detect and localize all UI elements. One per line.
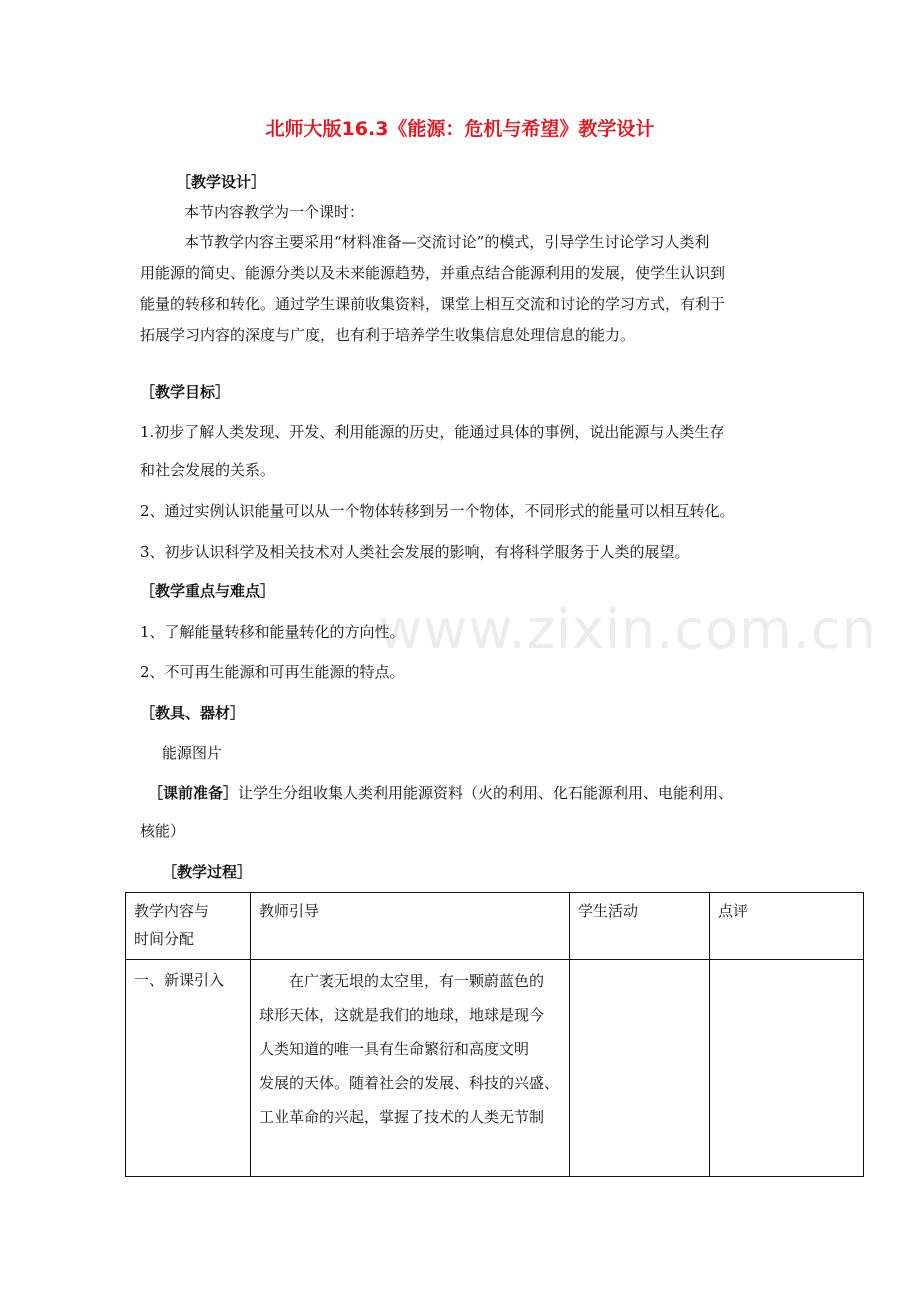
guide-line: 球形天体，这就是我们的地球，地球是现今 — [259, 1006, 545, 1024]
design-heading: ［教学设计］ — [176, 173, 267, 191]
header-teacher-guide: 教师引导 — [251, 893, 570, 960]
design-paragraph-line: 能量的转移和转化。通过学生课前收集资料，课堂上相互交流和讨论的学习方式，有利于 — [140, 295, 726, 313]
row-guide-cell — [251, 960, 570, 1177]
document-title: 北师大版16.3《能源：危机与希望》教学设计 — [265, 118, 655, 140]
goal-item: 2、通过实例认识能量可以从一个物体转移到另一个物体，不同形式的能量可以相互转化。 — [140, 502, 735, 520]
guide-line: 人类知道的唯一具有生命繁衍和高度文明 — [259, 1040, 530, 1058]
prep-text: 让学生分组收集人类利用能源资料（火的利用、化石能源利用、电能利用、 — [238, 784, 734, 802]
design-paragraph-line: 拓展学习内容的深度与广度，也有利于培养学生收集信息处理信息的能力。 — [140, 326, 636, 344]
header-label: 时间分配 — [134, 930, 195, 948]
process-heading: ［教学过程］ — [162, 863, 253, 881]
goal-item: 1.初步了解人类发现、开发、利用能源的历史，能通过具体的事例，说出能源与人类生存 — [140, 423, 725, 441]
design-paragraph-line: 本节教学内容主要采用“材料准备—交流讨论”的模式，引导学生讨论学习人类利 — [184, 233, 710, 251]
process-table — [125, 892, 864, 1177]
header-comment: 点评 — [710, 893, 864, 960]
prep-text-continued: 核能） — [140, 822, 186, 840]
guide-line: 在广袤无垠的太空里，有一颗蔚蓝色的 — [289, 972, 545, 990]
row-activity-cell — [570, 960, 710, 1177]
header-label: 教学内容与 — [134, 902, 210, 920]
tools-heading: ［教具、器材］ — [140, 704, 246, 722]
goals-heading: ［教学目标］ — [140, 383, 231, 401]
goal-item: 和社会发展的关系。 — [140, 461, 276, 479]
prep-line — [148, 781, 733, 805]
guide-line: 发展的天体。随着社会的发展、科技的兴盛、 — [259, 1074, 560, 1092]
key-point-item: 2、不可再生能源和可再生能源的特点。 — [140, 663, 405, 681]
design-intro-line: 本节内容教学为一个课时： — [184, 203, 365, 221]
watermark: www.zixin.com.cn — [378, 598, 877, 661]
row-content-cell: 一、新课引入 — [126, 960, 251, 1177]
key-points-heading: ［教学重点与难点］ — [140, 582, 276, 600]
table-header-row — [126, 893, 864, 960]
header-student-activity: 学生活动 — [570, 893, 710, 960]
guide-line: 工业革命的兴起，掌握了技术的人类无节制 — [259, 1108, 545, 1126]
row-comment-cell — [710, 960, 864, 1177]
header-content-time — [126, 893, 251, 960]
goal-item: 3、初步认识科学及相关技术对人类社会发展的影响，有将科学服务于人类的展望。 — [140, 543, 690, 561]
key-point-item: 1、了解能量转移和能量转化的方向性。 — [140, 623, 405, 641]
prep-heading: ［课前准备］ — [148, 784, 239, 802]
tools-item: 能源图片 — [162, 744, 223, 762]
table-row — [126, 960, 864, 1177]
design-paragraph-line: 用能源的简史、能源分类以及未来能源趋势，并重点结合能源利用的发展，使学生认识到 — [140, 264, 726, 282]
